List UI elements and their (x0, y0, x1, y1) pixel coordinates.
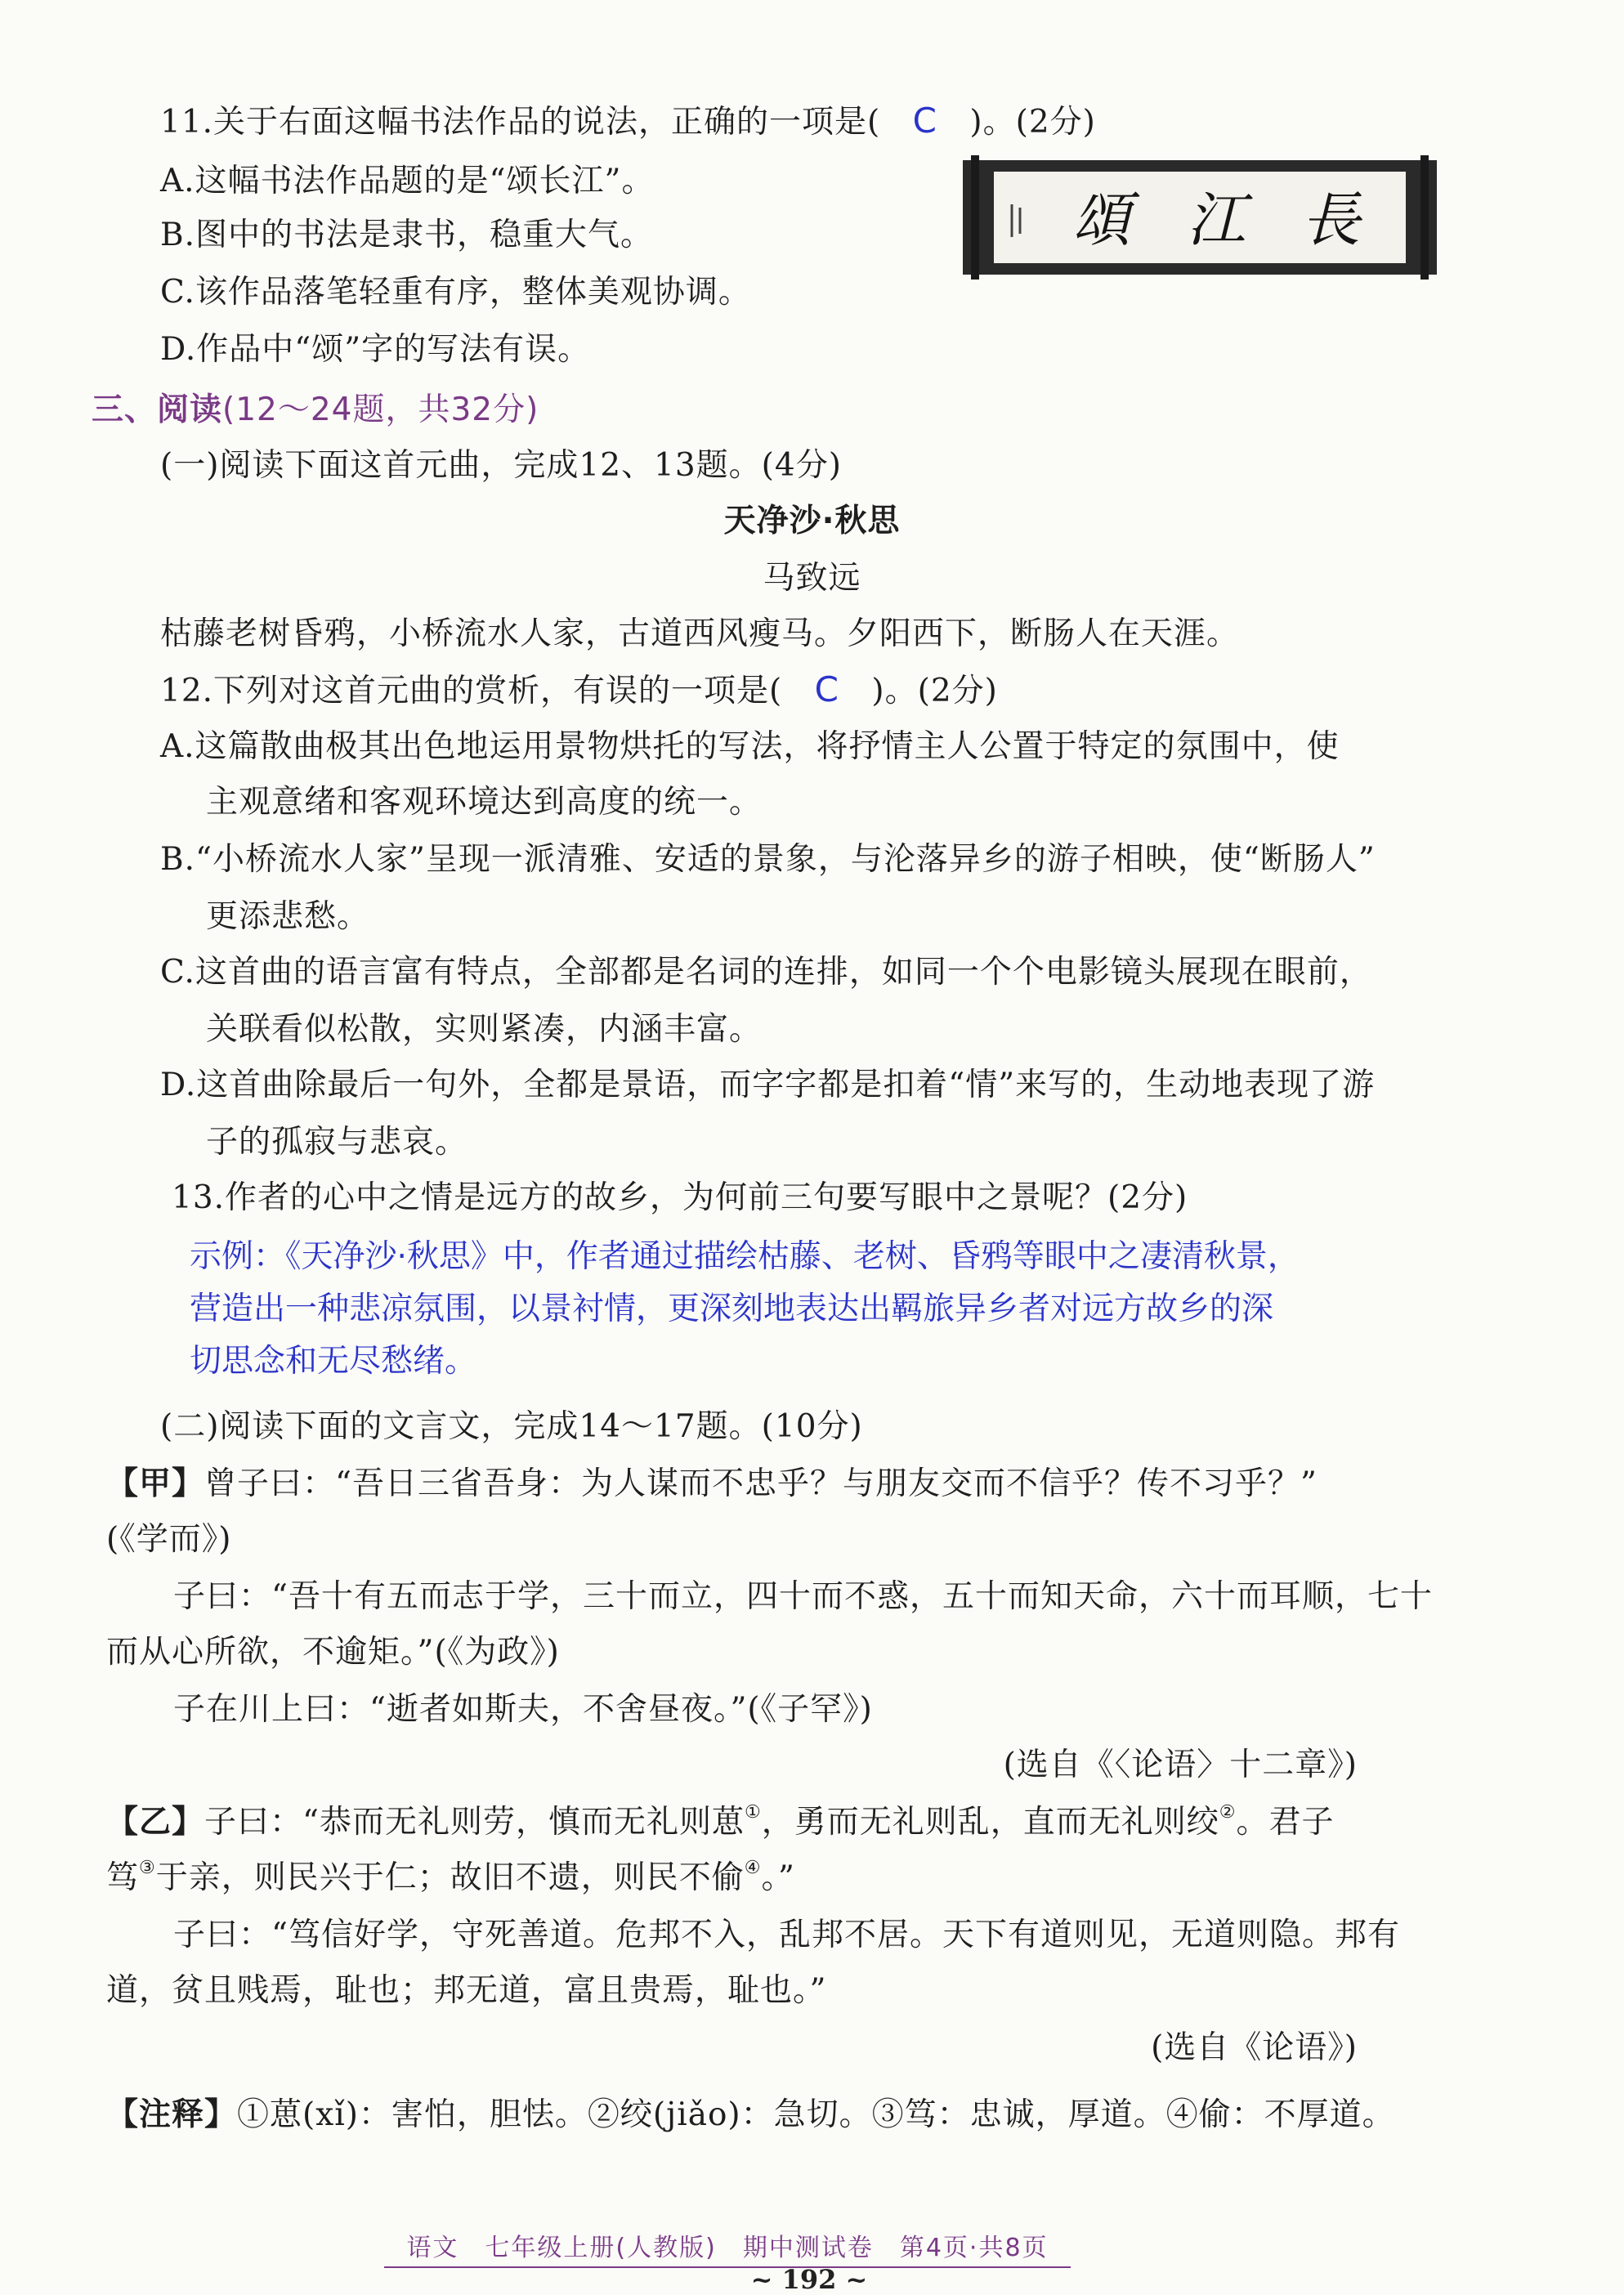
yi-line1-b: ，勇而无礼则乱，直而无礼则绞 (761, 1804, 1219, 1841)
q12-stem (160, 669, 998, 713)
yi-para2-line2: 道，贫且贱焉，耻也；邦无道，富且贵焉，耻也。” (106, 1972, 827, 2009)
q12-option-c-line2: 关联看似松散，实则紧凑，内涵丰富。 (206, 1011, 763, 1048)
poem-author: 马致远 (763, 560, 861, 597)
yi-line1 (106, 1801, 1334, 1844)
yi-para2-line1: 子曰：“笃信好学，守死善道。危邦不入，乱邦不居。天下有道则见，无道则隐。邦有 (173, 1917, 1400, 1953)
jia-text: 曾子曰：“吾日三省吾身：为人谋而不忠乎？与朋友交而不信乎？传不习乎？” (204, 1465, 1318, 1502)
q11-answer: C (912, 101, 937, 141)
q11-option-b: B.图中的书法是隶书，稳重大气。 (160, 217, 654, 253)
q12-answer: C (814, 669, 839, 709)
yi-line2-c: 。” (761, 1859, 795, 1896)
q12-option-b-line2: 更添悲愁。 (206, 898, 370, 935)
yi-line1-c: 。君子 (1236, 1804, 1335, 1841)
poem-text: 枯藤老树昏鸦，小桥流水人家，古道西风瘦马。夕阳西下，断肠人在天涯。 (160, 615, 1240, 652)
yi-source: (选自《论语》) (1151, 2029, 1358, 2066)
q13-answer (190, 1231, 1448, 1388)
q12-option-a-line2: 主观意绪和客观环境达到高度的统一。 (206, 784, 763, 821)
section-heading (92, 389, 539, 432)
notes-label: 【注释】 (106, 2096, 238, 2133)
calligraphy-scroll-image (963, 155, 1437, 280)
section-range: (12～24题，共32分) (222, 391, 539, 428)
q11-option-c: C.该作品落笔轻重有序，整体美观协调。 (160, 274, 751, 311)
note-mark-4: ④ (744, 1858, 762, 1878)
jia-label: 【甲】 (106, 1465, 205, 1502)
yi-label: 【乙】 (106, 1804, 205, 1841)
jia-para3: 子在川上曰：“逝者如斯夫，不舍昼夜。”(《子罕》) (173, 1691, 873, 1728)
page-footer: 语文 七年级上册(人教版) 期中测试卷 第4页·共8页 (384, 2227, 1071, 2268)
yi-line2-b: 于亲，则民兴于仁；故旧不遗，则民不偷 (155, 1859, 745, 1896)
q12-option-d-line2: 子的孤寂与悲哀。 (206, 1124, 468, 1161)
section-title: 三、阅读 (92, 391, 223, 428)
q12-option-a-line1: A.这篇散曲极其出色地运用景物烘托的写法，将抒情主人公置于特定的氛围中，使 (160, 728, 1340, 765)
jia-line1 (106, 1463, 1318, 1505)
note-mark-2: ② (1219, 1802, 1237, 1823)
notes (106, 2094, 1395, 2136)
q11-option-a: A.这幅书法作品题的是“颂长江”。 (160, 163, 655, 199)
q12-option-c-line1: C.这首曲的语言富有特点，全部都是名词的连排，如同一个个电影镜头展现在眼前， (160, 954, 1372, 991)
q12-option-d-line1: D.这首曲除最后一句外，全都是景语，而字字都是扣着“情”来写的，生动地表现了游 (160, 1067, 1376, 1103)
calligraphy-char-3: 長 (1300, 186, 1361, 254)
q11-stem (160, 100, 1096, 144)
jia-para2-line1: 子曰：“吾十有五而志于学，三十而立，四十而不惑，五十而知天命，六十而耳顺，七十 (173, 1578, 1433, 1615)
jia-para2-line2: 而从心所欲，不逾矩。”(《为政》) (106, 1634, 560, 1671)
note-mark-3: ③ (139, 1858, 156, 1878)
yi-line1-a: 子曰：“恭而无礼则劳，慎而无礼则葸 (204, 1804, 745, 1841)
part1-intro: (一)阅读下面这首元曲，完成12、13题。(4分) (160, 447, 842, 484)
q11-option-d: D.作品中“颂”字的写法有误。 (160, 331, 591, 368)
yi-line2-a: 笃 (106, 1859, 140, 1896)
q11-stem-prefix: 11.关于右面这幅书法作品的说法，正确的一项是( (160, 104, 881, 141)
q12-option-b-line1: B.“小桥流水人家”呈现一派清雅、安适的景象，与沦落异乡的游子相映，使“断肠人” (160, 841, 1376, 878)
q13-answer-line2: 营造出一种悲凉氛围，以景衬情，更深刻地表达出羁旅异乡者对远方故乡的深 (190, 1291, 1274, 1327)
q13-answer-line3: 切思念和无尽愁绪。 (190, 1343, 477, 1380)
calligraphy-char-1: 頌 (1071, 186, 1132, 254)
yi-line2 (106, 1857, 795, 1899)
q13-stem: 13.作者的心中之情是远方的故乡，为何前三句要写眼中之景呢？(2分) (172, 1179, 1188, 1216)
q11-stem-suffix: )。(2分) (969, 104, 1096, 141)
note-mark-1: ① (744, 1802, 762, 1823)
page-number: ~ 192 ~ (750, 2264, 868, 2295)
poem-title: 天净沙·秋思 (723, 503, 901, 539)
q12-stem-prefix: 12.下列对这首元曲的赏析，有误的一项是( (160, 673, 783, 709)
notes-text: ①葸(xǐ)：害怕，胆怯。②绞(jiǎo)：急切。③笃：忠诚，厚道。④偷：不厚道。 (237, 2096, 1395, 2133)
part2-intro: (二)阅读下面的文言文，完成14～17题。(10分) (160, 1408, 863, 1445)
q13-answer-line1: 示例：《天净沙·秋思》中，作者通过描绘枯藤、老树、昏鸦等眼中之凄清秋景， (190, 1238, 1300, 1275)
q12-stem-suffix: )。(2分) (871, 673, 998, 709)
jia-line2: (《学而》) (106, 1521, 232, 1558)
scroll-svg (963, 155, 1437, 280)
calligraphy-char-2: 江 (1186, 186, 1246, 254)
jia-source: (选自《〈论语〉十二章》) (1003, 1747, 1358, 1783)
